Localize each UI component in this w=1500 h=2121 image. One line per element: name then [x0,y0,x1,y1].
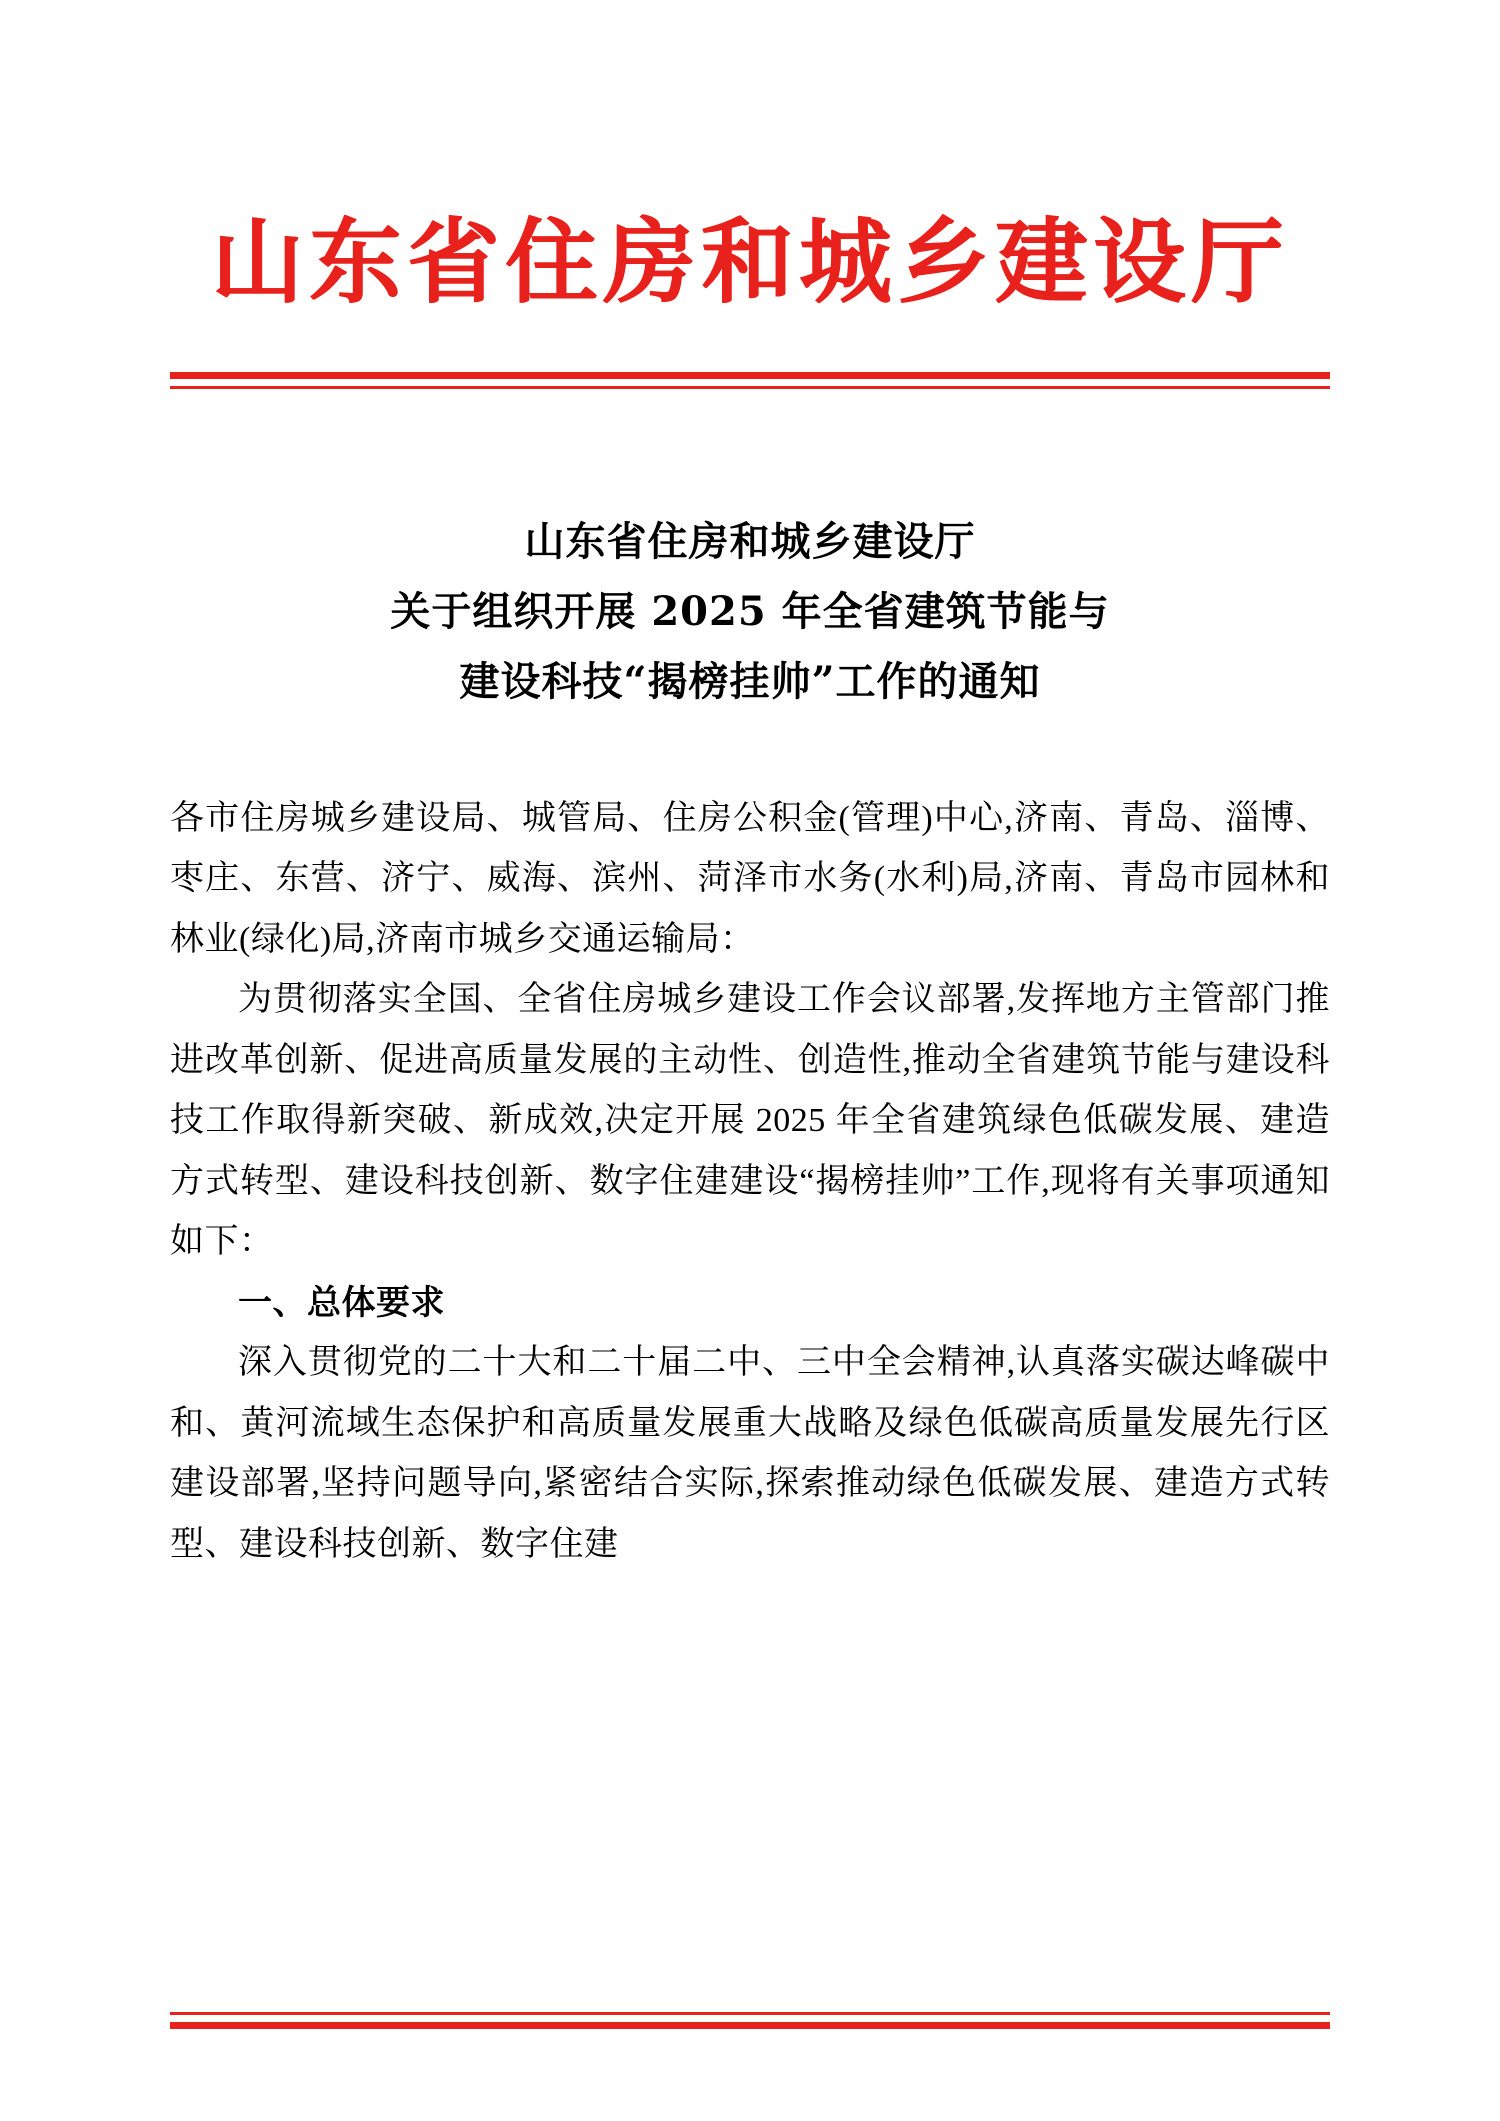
intro-paragraph: 为贯彻落实全国、全省住房城乡建设工作会议部署,发挥地方主管部门推进改革创新、促进高质量发展的主动性、创造性,推动全省建筑节能与建设科技工作取得新突破、新成效,决定开展 2025 年全省建筑绿色低碳发展、建造方式转型、建设科技创新、数字住建建设“揭榜挂帅”工作,现将有关事项通知如下： [170,981,1330,1261]
letterhead-divider-top [170,372,1330,389]
letterhead-organization-title: 山东省住房和城乡建设厅 [210,208,1289,316]
document-body [170,789,1330,1576]
footer-divider-thin-line [170,2012,1330,2015]
section-paragraph-general-requirements: 深入贯彻党的二十大和二十届二中、三中全会精神,认真落实碳达峰碳中和、黄河流域生态保护和高质量发展重大战略及绿色低碳高质量发展先行区建设部署,坚持问题导向,紧密结合实际,探索推动绿色低碳发展、建造方式转型、建设科技创新、数字住建 [170,1344,1330,1563]
letterhead [170,0,1330,316]
document-title-line-2: 关于组织开展 2025 年全省建筑节能与 [390,587,1110,635]
document-title-line-1: 山东省住房和城乡建设厅 [524,517,976,565]
divider-thick-line [170,372,1330,379]
section-heading-general-requirements: 一、总体要求 [238,1282,445,1323]
document-title [170,507,1330,717]
recipients-paragraph: 各市住房城乡建设局、城管局、住房公积金(管理)中心,济南、青岛、淄博、枣庄、东营、济宁、威海、滨州、菏泽市水务(水利)局,济南、青岛市园林和林业(绿化)局,济南市城乡交通运输局： [170,799,1330,958]
footer-divider-thick-line [170,2022,1330,2029]
footer-divider-bottom [170,2012,1330,2029]
divider-thin-line [170,386,1330,389]
document-title-line-3: 建设科技“揭榜挂帅”工作的通知 [459,657,1041,705]
